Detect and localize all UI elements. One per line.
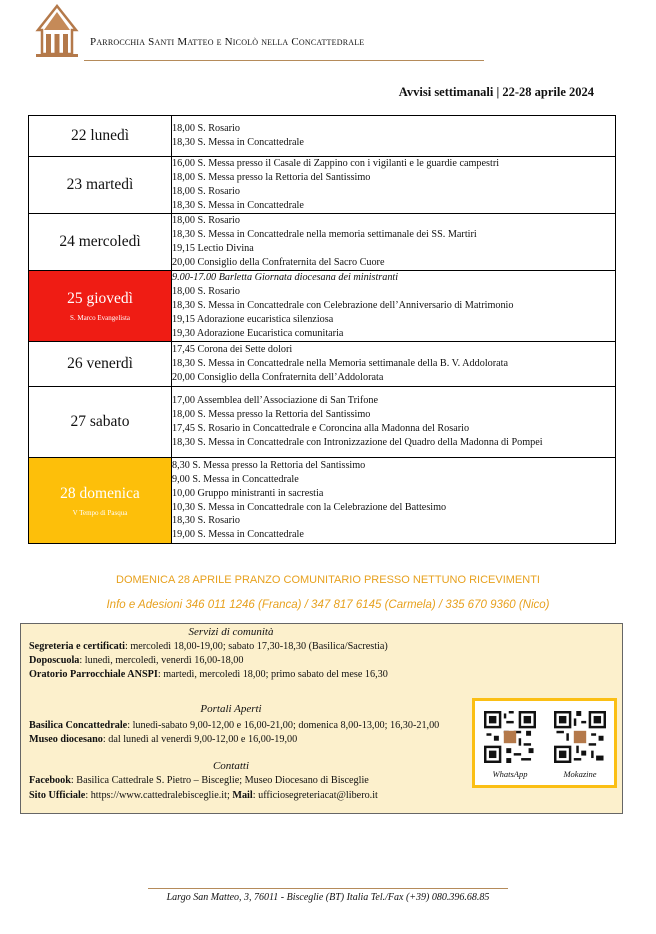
- day-name: 22 lunedì: [70, 127, 130, 144]
- events-cell: [172, 387, 616, 458]
- event-item: 19,30 Adorazione Eucaristica comunitaria: [172, 327, 344, 339]
- events-cell: [172, 342, 616, 387]
- day-name: 23 martedì: [66, 176, 134, 193]
- service-text: : mercoledì 18,00-19,00; sabato 17,30-18,30 (Basilica/Sacrestia): [124, 641, 388, 652]
- event-item: 18,30 S. Messa in Concattedrale: [172, 199, 304, 211]
- services-row: [29, 640, 388, 654]
- day-name: 25 giovedì: [67, 290, 133, 307]
- website-link[interactable]: : https://www.cattedralebisceglie.it;: [85, 790, 233, 801]
- day-row: [29, 387, 616, 458]
- event-item: 18,30 S. Messa in Concattedrale con Intronizzazione del Quadro della Madonna di Pompei: [172, 436, 543, 448]
- event-item: 18,00 S. Rosario: [172, 186, 240, 197]
- lunch-announcement: DOMENICA 28 APRILE PRANZO COMUNITARIO PRESSO NETTUNO RICEVIMENTI: [116, 574, 540, 586]
- portal-text: : dal lunedì al venerdì 9,00-12,00 e 16,00-19,00: [102, 734, 298, 746]
- footer-divider: [148, 888, 508, 889]
- day-cell-highlight: [29, 458, 172, 544]
- day-row: [29, 342, 616, 387]
- weekly-schedule-table: [28, 115, 616, 544]
- week-title: Avvisi settimanali | 22-28 aprile 2024: [398, 85, 594, 99]
- event-item: 19,15 Adorazione eucaristica silenziosa: [172, 313, 334, 325]
- footer-address: Largo San Matteo, 3, 76011 - Bisceglie (BT) Italia Tel./Fax (+39) 080.396.68.85: [166, 892, 490, 903]
- event-item: 10,00 Gruppo ministranti in sacrestia: [172, 487, 324, 499]
- event-item: 16,00 S. Messa presso il Casale di Zappino con i vigilanti e le guardie campestri: [172, 158, 500, 170]
- service-label: Segreteria e certificati: [29, 641, 125, 652]
- day-row: [29, 271, 616, 342]
- contact-text: : Basilica Cattedrale S. Pietro – Bisceglie; Museo Diocesano di Bisceglie: [70, 775, 369, 786]
- event-item: 18,30 S. Messa in Concattedrale nella Memoria settimanale della B. V. Addolorata: [172, 358, 509, 370]
- event-item: 17,45 Corona dei Sette dolori: [172, 344, 293, 356]
- day-row: [29, 116, 616, 157]
- event-item: 20,00 Consiglio della Confraternita dell’Addolorata: [172, 371, 384, 383]
- day-name: 28 domenica: [60, 484, 140, 502]
- services-row: [29, 654, 243, 668]
- feast-name: S. Marco Evangelista: [69, 314, 131, 322]
- contact-label: Sito Ufficiale: [29, 790, 86, 801]
- event-item: 8,30 S. Messa presso la Rettoria del Santissimo: [172, 459, 366, 471]
- day-row: [29, 458, 616, 544]
- portal-label: Museo diocesano: [29, 734, 103, 746]
- portals-text: [29, 719, 461, 747]
- liturgical-season: V Tempo di Pasqua: [72, 508, 128, 517]
- day-name: 27 sabato: [70, 413, 130, 430]
- contacts-row: [29, 774, 369, 788]
- mokazine-label: Mokazine: [563, 769, 597, 779]
- qr-codes-panel: [472, 698, 617, 788]
- event-item: 18,00 S. Messa presso la Rettoria del Santissimo: [172, 409, 371, 421]
- event-item: 17,00 Assemblea dell’Associazione di San Trifone: [172, 395, 378, 407]
- event-item: 20,00 Consiglio della Confraternita del Sacro Cuore: [172, 256, 385, 268]
- day-cell: [29, 387, 172, 458]
- event-item: 18,00 S. Messa presso la Rettoria del Santissimo: [172, 172, 371, 184]
- contacts-title: Contatti: [212, 760, 250, 772]
- day-cell: [29, 214, 172, 271]
- service-label: Oratorio Parrocchiale ANSPI: [29, 669, 158, 680]
- event-item: 18,30 S. Messa in Concattedrale con Celebrazione dell’Anniversario di Matrimonio: [172, 300, 514, 312]
- events-cell: [172, 214, 616, 271]
- email-link[interactable]: : ufficiosegreteriacat@libero.it: [252, 790, 378, 801]
- event-item: 17,45 S. Rosario in Concattedrale e Coroncina alla Madonna del Rosario: [172, 423, 470, 434]
- portals-title: Portali Aperti: [200, 703, 262, 715]
- community-info-box: [20, 623, 623, 814]
- contacts-row: [29, 789, 378, 803]
- event-item: 18,30 S. Messa in Concattedrale: [172, 137, 304, 148]
- event-item: 9.00-17.00 Barletta Giornata diocesana dei ministranti: [172, 272, 399, 284]
- day-name: 24 mercoledì: [59, 233, 141, 250]
- event-item: 19,15 Lectio Divina: [172, 243, 254, 254]
- day-row: [29, 214, 616, 271]
- event-item: 18,30 S. Rosario: [172, 515, 240, 527]
- day-row: [29, 157, 616, 214]
- events-cell: [172, 116, 616, 157]
- header-divider: [84, 60, 484, 61]
- services-title: Servizi di comunità: [188, 626, 274, 638]
- service-text: : martedì, mercoledì 18,00; primo sabato del mese 16,30: [157, 669, 388, 680]
- day-cell: [29, 157, 172, 214]
- event-item: 9,00 S. Messa in Concattedrale: [172, 473, 299, 485]
- day-name: 26 venerdì: [67, 355, 133, 372]
- parish-logo: [34, 4, 80, 58]
- service-label: Doposcuola: [29, 655, 80, 666]
- contact-label: Facebook: [29, 775, 71, 786]
- events-cell: [172, 271, 616, 342]
- service-text: : lunedì, mercoledì, venerdì 16,00-18,00: [79, 655, 244, 666]
- services-row: [29, 668, 388, 682]
- contact-label: Mail: [232, 790, 253, 801]
- whatsapp-label: WhatsApp: [492, 769, 528, 779]
- events-cell: [172, 458, 616, 544]
- mokazine-qr-code[interactable]: [554, 711, 606, 763]
- whatsapp-qr-code[interactable]: [484, 711, 536, 763]
- day-cell-highlight: [29, 271, 172, 342]
- event-item: 18,00 S. Rosario: [172, 215, 240, 227]
- event-item: 10,30 S. Messa in Concattedrale con la Celebrazione del Battesimo: [172, 501, 447, 513]
- portal-text: : lunedì-sabato 9,00-12,00 e 16,00-21,00; domenica 8,00-13,00; 16,30-21,00: [127, 720, 440, 731]
- event-item: 19,00 S. Messa in Concattedrale: [172, 529, 304, 541]
- day-cell: [29, 342, 172, 387]
- event-item: 18,00 S. Rosario: [172, 123, 240, 135]
- portal-label: Basilica Concattedrale: [29, 720, 128, 731]
- lunch-info: Info e Adesioni 346 011 1246 (Franca) / 347 817 6145 (Carmela) / 335 670 9360 (Nico): [106, 599, 550, 611]
- parish-name: Parrocchia Santi Matteo e Nicolò nella Concattedrale: [90, 36, 365, 48]
- event-item: 18,30 S. Messa in Concattedrale nella memoria settimanale dei SS. Martiri: [172, 229, 477, 241]
- day-cell: [29, 116, 172, 157]
- events-cell: [172, 157, 616, 214]
- event-item: 18,00 S. Rosario: [172, 286, 240, 298]
